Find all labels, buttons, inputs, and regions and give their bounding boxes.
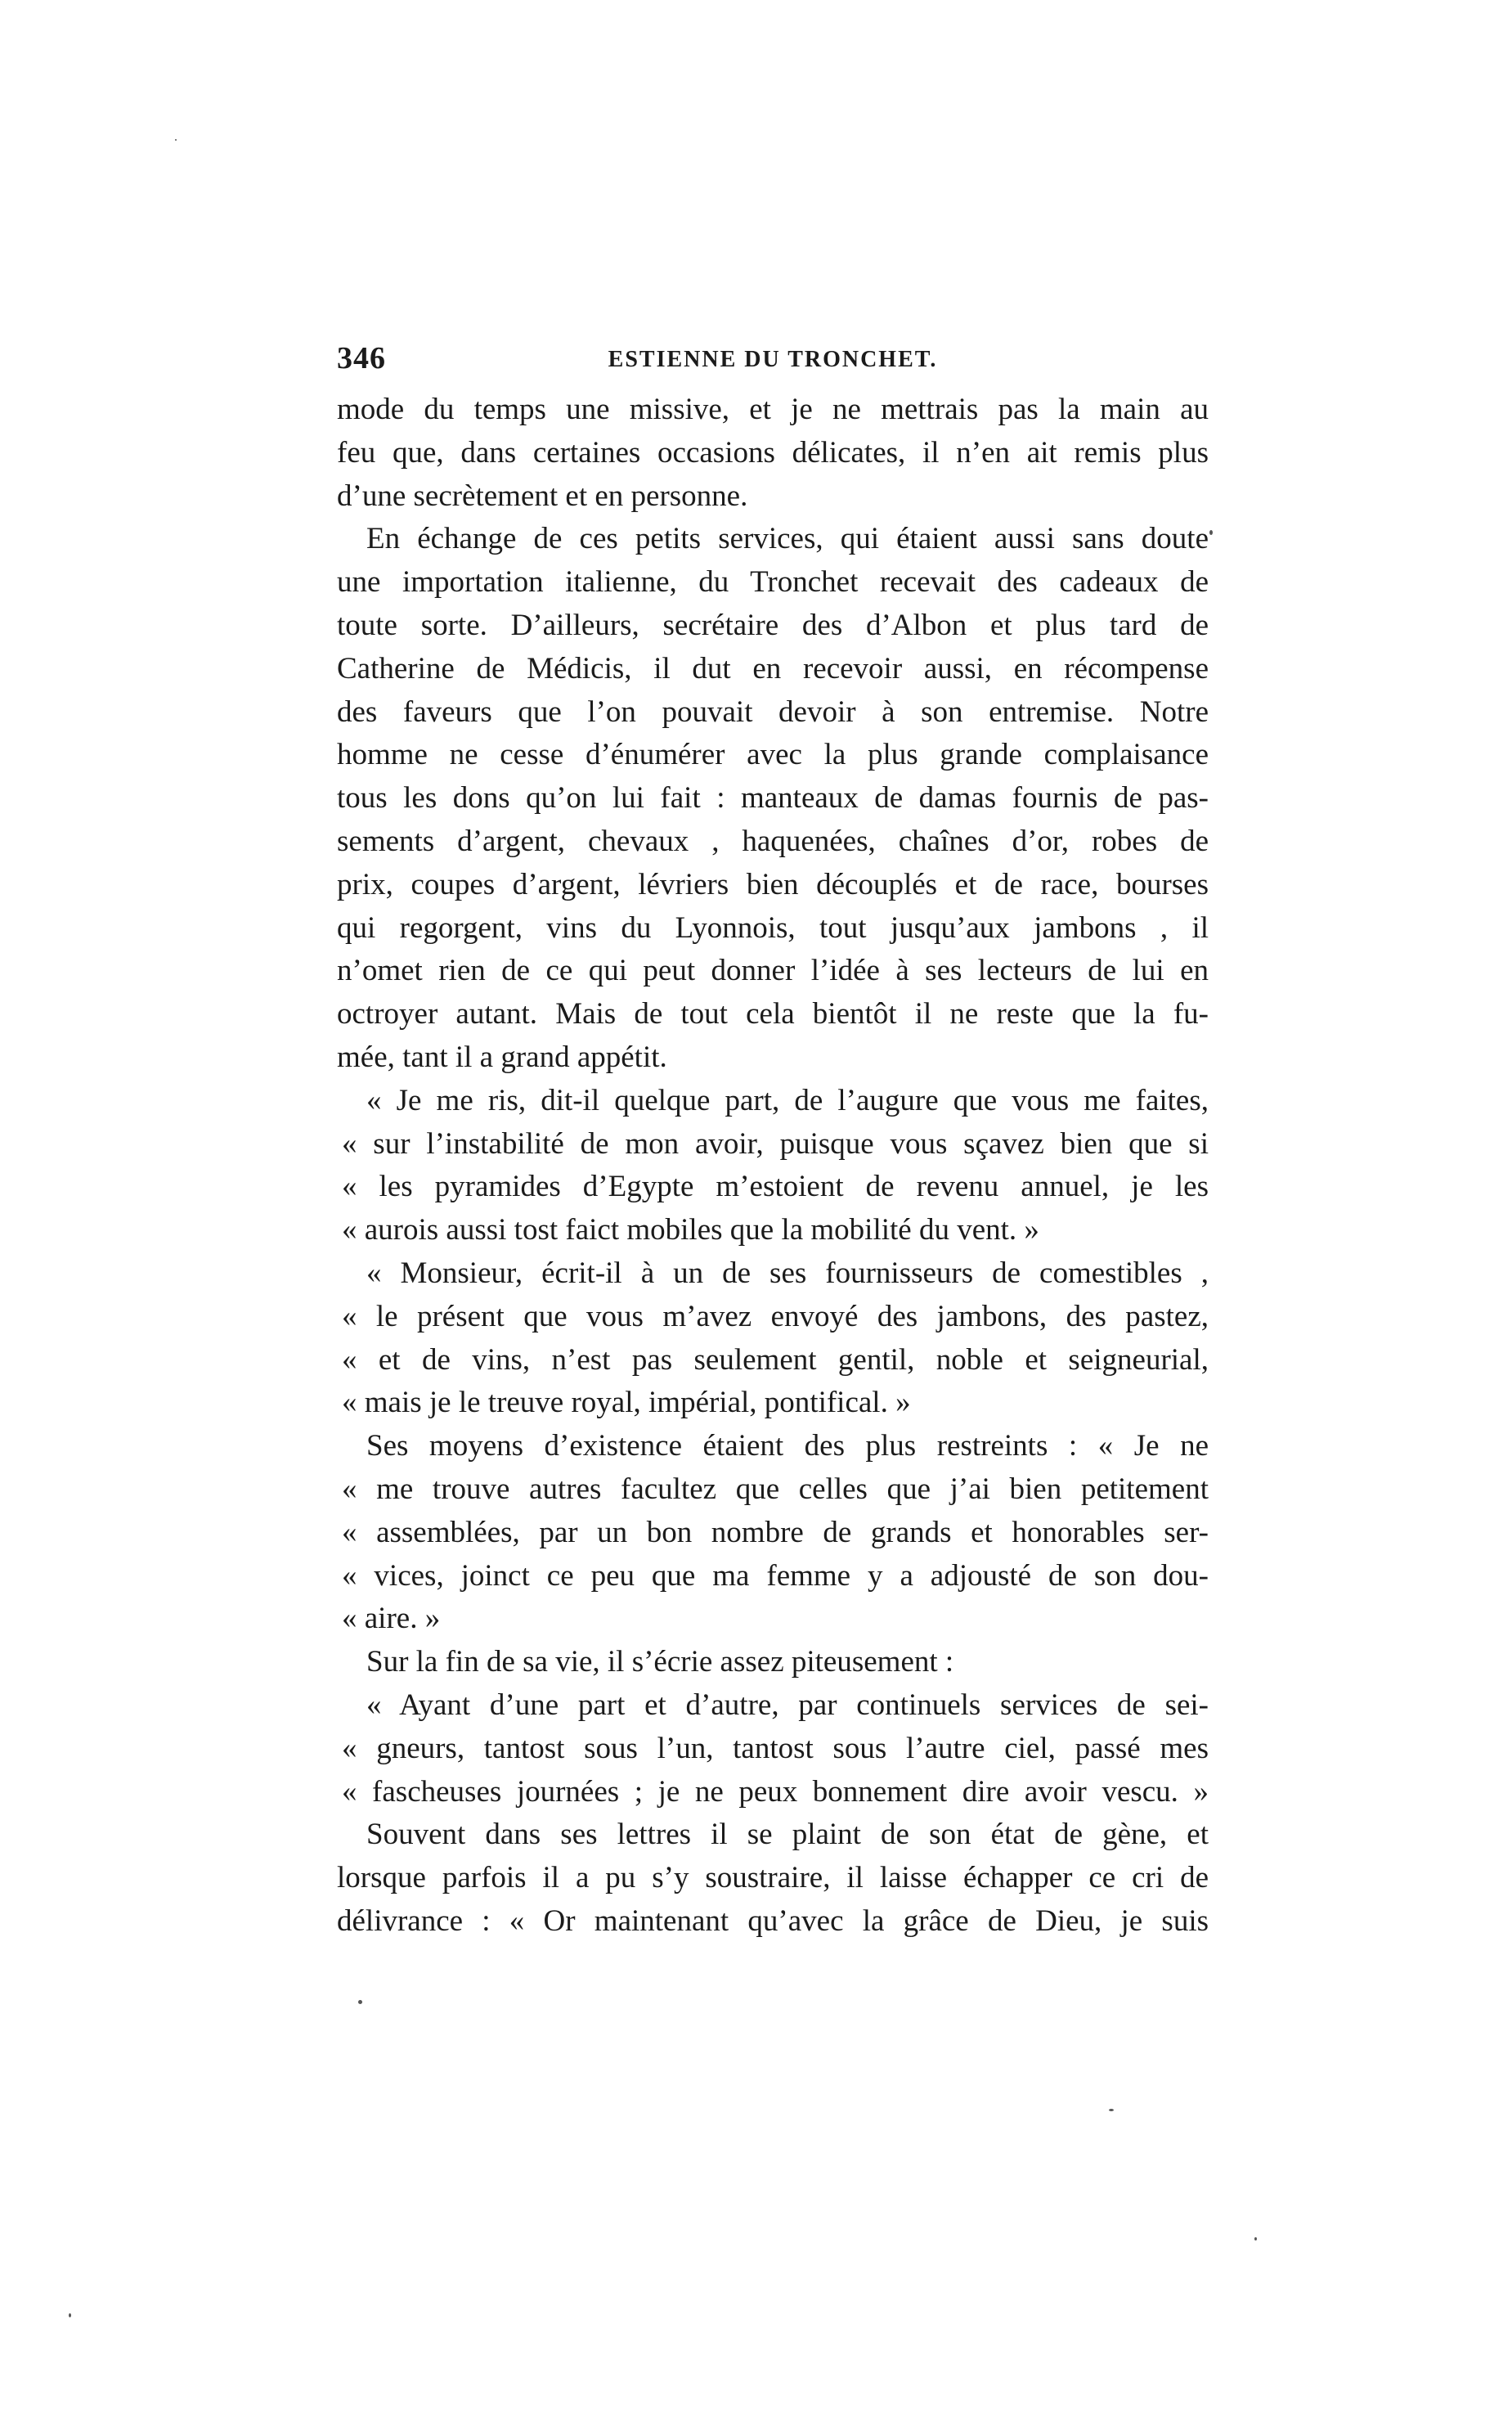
- page-header: [337, 340, 1209, 383]
- text-line: toute sorte. D’ailleurs, secrétaire des d’Albon et plus tard de: [337, 608, 1209, 642]
- text-line: « les pyramides d’Egypte m’estoient de revenu annuel, je les: [342, 1170, 1209, 1204]
- paper-speck: [1109, 2109, 1114, 2111]
- text-line: Catherine de Médicis, il dut en recevoir aussi, en récompense: [337, 651, 1209, 685]
- text-line: mée, tant il a grand appétit.: [337, 1040, 667, 1074]
- paper-speck: [1254, 2237, 1257, 2240]
- text-line: « et de vins, n’est pas seulement gentil, noble et seigneurial,: [342, 1342, 1209, 1377]
- text-line: « Ayant d’une part et d’autre, par continuels services de sei-: [366, 1688, 1209, 1722]
- text-line: qui regorgent, vins du Lyonnois, tout jusqu’aux jambons , il: [337, 910, 1209, 945]
- text-line: lorsque parfois il a pu s’y soustraire, il laisse échapper ce cri de: [337, 1861, 1209, 1895]
- text-line: feu que, dans certaines occasions délicates, il n’en ait remis plus: [337, 435, 1209, 470]
- text-line: « assemblées, par un bon nombre de grands et honorables ser-: [342, 1515, 1209, 1549]
- text-line: « le présent que vous m’avez envoyé des jambons, des pastez,: [342, 1299, 1209, 1333]
- paper-speck: [1209, 530, 1213, 535]
- text-line: « Monsieur, écrit-il à un de ses fournisseurs de comestibles ,: [366, 1256, 1209, 1290]
- text-line: une importation italienne, du Tronchet recevait des cadeaux de: [337, 565, 1209, 600]
- text-line: Souvent dans ses lettres il se plaint de son état de gène, et: [366, 1818, 1209, 1852]
- text-line: mode du temps une missive, et je ne mettrais pas la main au: [337, 393, 1209, 426]
- text-line: En échange de ces petits services, qui étaient aussi sans doute: [366, 522, 1209, 556]
- text-line: « sur l’instabilité de mon avoir, puisque vous sçavez bien que si: [342, 1126, 1209, 1161]
- text-line: octroyer autant. Mais de tout cela bientôt il ne reste que la fu-: [337, 997, 1209, 1031]
- page-number: 346: [337, 341, 386, 375]
- text-line: « Je me ris, dit-il quelque part, de l’augure que vous me faites,: [366, 1083, 1209, 1117]
- text-line: « vices, joinct ce peu que ma femme y a adjousté de son dou-: [342, 1558, 1209, 1593]
- text-line: « aurois aussi tost faict mobiles que la mobilité du vent. »: [342, 1213, 1039, 1247]
- text-line: des faveurs que l’on pouvait devoir à son entremise. Notre: [337, 694, 1209, 729]
- text-line: « me trouve autres facultez que celles que j’ai bien petitement: [342, 1472, 1209, 1506]
- running-title: ESTIENNE DU TRONCHET.: [608, 347, 938, 372]
- text-line: délivrance : « Or maintenant qu’avec la grâce de Dieu, je suis: [337, 1903, 1209, 1938]
- text-line: « gneurs, tantost sous l’un, tantost sous l’autre ciel, passé mes: [342, 1731, 1209, 1765]
- paper-speck: [358, 2000, 362, 2004]
- text-line: Ses moyens d’existence étaient des plus restreints : « Je ne: [366, 1429, 1209, 1463]
- text-line: n’omet rien de ce qui peut donner l’idée à ses lecteurs de lui en: [337, 954, 1209, 988]
- paper-speck: [69, 2313, 71, 2317]
- text-line: Sur la fin de sa vie, il s’écrie assez piteusement :: [366, 1645, 954, 1679]
- text-line: « aire. »: [342, 1602, 441, 1636]
- paper-speck: [175, 139, 177, 141]
- text-line: « mais je le treuve royal, impérial, pontifical. »: [342, 1386, 911, 1420]
- text-line: sements d’argent, chevaux , haquenées, chaînes d’or, robes de: [337, 824, 1209, 858]
- text-line: homme ne cesse d’énumérer avec la plus grande complaisance: [337, 738, 1209, 772]
- text-line: prix, coupes d’argent, lévriers bien découplés et de race, bourses: [337, 867, 1209, 901]
- text-line: d’une secrètement et en personne.: [337, 479, 748, 513]
- text-line: tous les dons qu’on lui fait : manteaux de damas fournis de pas-: [337, 781, 1209, 816]
- body-text: [337, 389, 1209, 1944]
- text-line: « fascheuses journées ; je ne peux bonnement dire avoir vescu. »: [342, 1774, 1209, 1809]
